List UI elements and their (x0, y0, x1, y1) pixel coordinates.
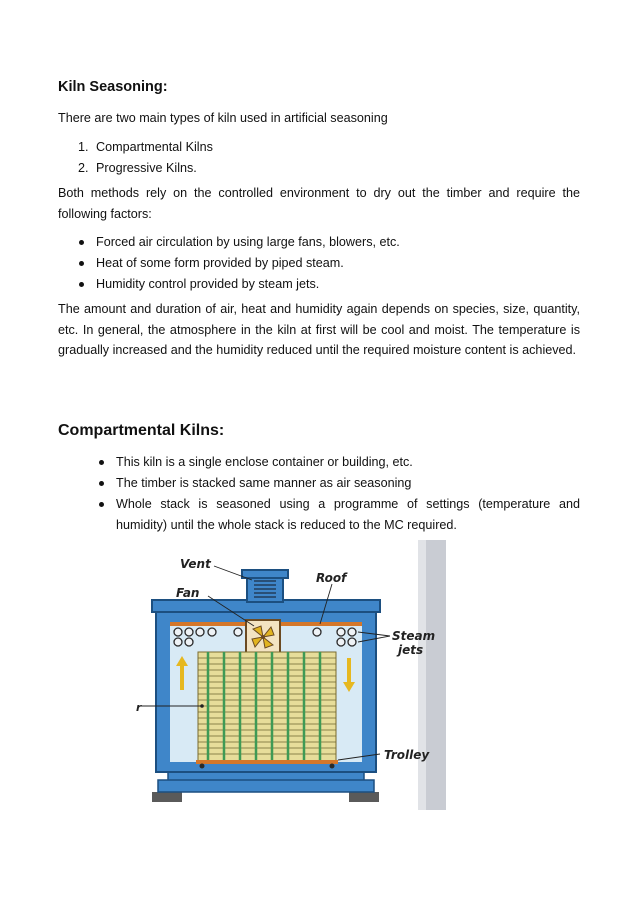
trolley-bed (196, 760, 338, 764)
compartmental-kilns-heading: Compartmental Kilns: (58, 422, 225, 439)
leader-dot (200, 704, 204, 708)
factor-item: Humidity control provided by steam jets. (96, 277, 320, 291)
kiln-foot-right (349, 792, 379, 802)
compartmental-point: The timber is stacked same manner as air seasoning (116, 476, 412, 490)
roof-label: Roof (316, 571, 347, 585)
trolley-label: Trolley (384, 748, 430, 762)
bullet-icon (99, 502, 104, 507)
kiln-base-lower (158, 780, 374, 792)
kiln-diagram (136, 540, 446, 810)
vent-label: Vent (180, 557, 211, 571)
scan-edge-shadow (424, 540, 446, 810)
bullet-icon (79, 240, 84, 245)
list-number-2: 2. (78, 161, 89, 175)
kiln-seasoning-heading: Kiln Seasoning: (58, 79, 168, 95)
kiln-atmosphere-paragraph: The amount and duration of air, heat and humidity again depends on species, size, quantity, etc. In general, the atmosphere in the kiln at first will be cool and moist. The temperature is gradually increased and the humidity reduced until the required moisture content is achieved. (58, 302, 580, 357)
factor-item: Heat of some form provided by piped steam. (96, 256, 344, 270)
vent-cap (242, 570, 288, 578)
bullet-icon (99, 460, 104, 465)
bullet-icon (79, 261, 84, 266)
bullet-icon (79, 282, 84, 287)
jets-label: jets (398, 643, 424, 657)
steam-label: Steam (392, 629, 436, 643)
scan-edge-highlight (418, 540, 426, 810)
compartmental-point: Whole stack is seasoned using a programme of settings (temperature and humidity) until the whole stack is reduced to the MC required. (116, 497, 580, 532)
stack-edge-label: r (136, 701, 142, 714)
kiln-intro-text: There are two main types of kiln used in artificial seasoning (58, 111, 388, 125)
kiln-type-item: Compartmental Kilns (96, 140, 213, 154)
kiln-type-item: Progressive Kilns. (96, 161, 197, 175)
timber-stack (198, 652, 336, 762)
factor-item: Forced air circulation by using large fans, blowers, etc. (96, 235, 400, 249)
compartmental-point: This kiln is a single enclose container or building, etc. (116, 455, 413, 469)
fan-label: Fan (176, 586, 200, 600)
factors-intro-text: Both methods rely on the controlled environment to dry out the timber and require the following factors: (58, 186, 580, 221)
list-number-1: 1. (78, 140, 89, 154)
bullet-icon (99, 481, 104, 486)
kiln-foot-left (152, 792, 182, 802)
